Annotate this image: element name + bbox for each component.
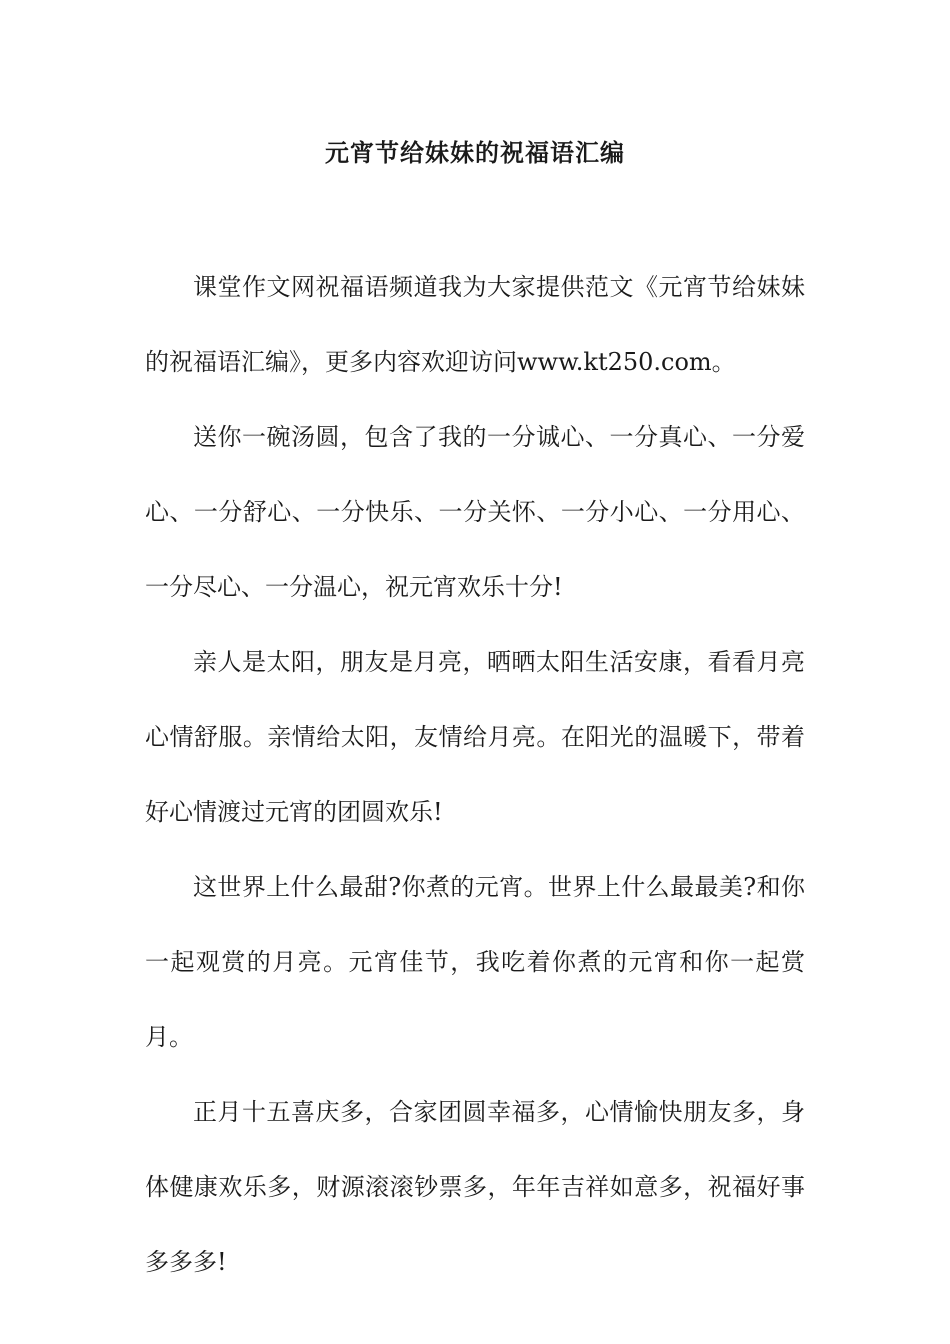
- paragraph-intro: 课堂作文网祝福语频道我为大家提供范文《元宵节给妹妹的祝福语汇编》，更多内容欢迎访问www.kt250.com。: [145, 273, 805, 376]
- paragraph-sweetest: 这世界上什么最甜?你煮的元宵。世界上什么最最美?和你一起观赏的月亮。元宵佳节，我吃着你煮的元宵和你一起赏月。: [145, 873, 805, 1051]
- paragraph-fifteenth: 正月十五喜庆多，合家团圆幸福多，心情愉快朋友多，身体健康欢乐多，财源滚滚钞票多，年年吉祥如意多，祝福好事多多多!: [145, 1098, 805, 1276]
- document-title: 元宵节给妹妹的祝福语汇编: [325, 138, 625, 167]
- document-body: [145, 250, 805, 1300]
- paragraph-sun-moon: 亲人是太阳，朋友是月亮，晒晒太阳生活安康，看看月亮心情舒服。亲情给太阳，友情给月亮。在阳光的温暖下，带着好心情渡过元宵的团圆欢乐!: [145, 648, 805, 826]
- paragraph-tangyuan: 送你一碗汤圆，包含了我的一分诚心、一分真心、一分爱心、一分舒心、一分快乐、一分关怀、一分小心、一分用心、一分尽心、一分温心，祝元宵欢乐十分!: [145, 423, 805, 601]
